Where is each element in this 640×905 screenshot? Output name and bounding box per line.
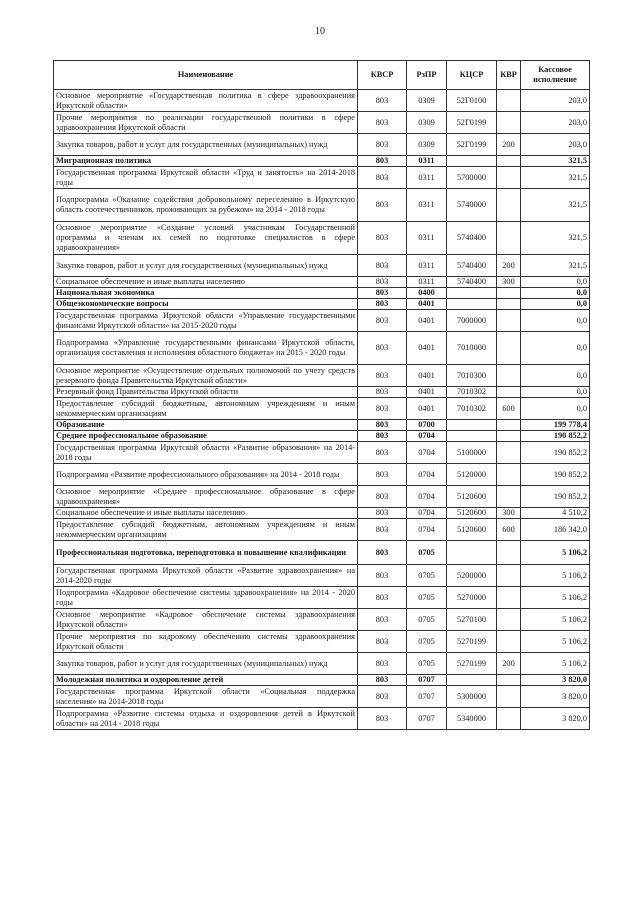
- cell-kcsr: 52Г0199: [447, 112, 497, 134]
- cell-rzpr: 0401: [407, 332, 447, 365]
- cell-kvr: 300: [497, 277, 521, 288]
- cell-kvr: 600: [497, 519, 521, 541]
- cell-kvr: [497, 486, 521, 508]
- table-row: [54, 675, 590, 686]
- table-row: [54, 431, 590, 442]
- table-row: [54, 332, 590, 365]
- table-row: [54, 387, 590, 398]
- cell-name: Социальное обеспечение и иные выплаты населению: [54, 277, 358, 288]
- cell-name: Прочие мероприятия по реализации государственной политики в сфере здравоохранения Иркутской области: [54, 112, 358, 134]
- table-row: [54, 541, 590, 565]
- table-header: [54, 61, 590, 90]
- cell-kvsr: 803: [358, 565, 407, 587]
- cell-kcsr: 52Г0100: [447, 90, 497, 112]
- cell-kcsr: [447, 541, 497, 565]
- header-kcsr: КЦСР: [447, 61, 497, 90]
- cell-kcsr: 5120600: [447, 508, 497, 519]
- cell-sum: 4 510,2: [521, 508, 590, 519]
- cell-name: Подпрограмма «Оказание содействия добровольному переселению в Иркутскую область соотечественников, проживающих за рубежом» на 2014 - 2018 годы: [54, 189, 358, 222]
- cell-rzpr: 0311: [407, 255, 447, 277]
- cell-sum: 190 852,2: [521, 431, 590, 442]
- cell-kvsr: 803: [358, 609, 407, 631]
- cell-name: Прочие мероприятия по кадровому обеспечению системы здравоохранения Иркутской области: [54, 631, 358, 653]
- cell-name: Государственная программа Иркутской области «Социальная поддержка населения» на 2014-2018 годы: [54, 686, 358, 708]
- cell-kvsr: 803: [358, 90, 407, 112]
- cell-rzpr: 0311: [407, 156, 447, 167]
- header-name: Наименование: [54, 61, 358, 90]
- cell-kvsr: 803: [358, 464, 407, 486]
- cell-name: Основное мероприятие «Государственная политика в сфере здравоохранения Иркутской области»: [54, 90, 358, 112]
- cell-name: Социальное обеспечение и иные выплаты населению: [54, 508, 358, 519]
- table-row: [54, 519, 590, 541]
- cell-kcsr: 5100000: [447, 442, 497, 464]
- cell-kvr: [497, 631, 521, 653]
- cell-kvsr: 803: [358, 686, 407, 708]
- cell-sum: 321,5: [521, 189, 590, 222]
- cell-kvsr: 803: [358, 675, 407, 686]
- cell-kvr: [497, 167, 521, 189]
- table-row: [54, 156, 590, 167]
- cell-kvsr: 803: [358, 288, 407, 299]
- table-row: [54, 653, 590, 675]
- cell-kcsr: 7010300: [447, 365, 497, 387]
- cell-kvr: [497, 686, 521, 708]
- header-rzpr: РзПР: [407, 61, 447, 90]
- cell-kcsr: 7010000: [447, 332, 497, 365]
- cell-kvsr: 803: [358, 631, 407, 653]
- cell-name: Профессиональная подготовка, переподготовка и повышение квалификации: [54, 541, 358, 565]
- cell-kvr: [497, 464, 521, 486]
- cell-rzpr: 0705: [407, 541, 447, 565]
- cell-name: Основное мероприятие «Среднее профессиональное образование в сфере здравоохранения»: [54, 486, 358, 508]
- table-row: [54, 167, 590, 189]
- cell-kcsr: 5120000: [447, 464, 497, 486]
- cell-name: Предоставление субсидий бюджетным, автономным учреждениям и иным некоммерческим организациям: [54, 398, 358, 420]
- cell-sum: 5 106,2: [521, 653, 590, 675]
- table-row: [54, 609, 590, 631]
- cell-sum: 5 106,2: [521, 541, 590, 565]
- cell-name: Резервный фонд Правительства Иркутской области: [54, 387, 358, 398]
- table-row: [54, 708, 590, 730]
- cell-name: Государственная программа Иркутской области «Управление государственными финансами Иркутской области» на 2015-2020 годы: [54, 310, 358, 332]
- cell-name: Государственная программа Иркутской области «Труд и занятость» на 2014-2018 годы: [54, 167, 358, 189]
- cell-kcsr: 7000000: [447, 310, 497, 332]
- cell-rzpr: 0705: [407, 587, 447, 609]
- cell-kcsr: [447, 420, 497, 431]
- cell-kvr: [497, 565, 521, 587]
- cell-kcsr: 5270000: [447, 587, 497, 609]
- cell-name: Государственная программа Иркутской области «Развитие здравоохранения» на 2014-2020 годы: [54, 565, 358, 587]
- cell-kvsr: 803: [358, 387, 407, 398]
- cell-rzpr: 0700: [407, 420, 447, 431]
- cell-rzpr: 0704: [407, 442, 447, 464]
- cell-kcsr: 5740000: [447, 189, 497, 222]
- cell-kcsr: 52Г0199: [447, 134, 497, 156]
- cell-rzpr: 0704: [407, 486, 447, 508]
- cell-kcsr: [447, 675, 497, 686]
- table-row: [54, 686, 590, 708]
- cell-kcsr: 5340000: [447, 708, 497, 730]
- table-row: [54, 365, 590, 387]
- cell-sum: 3 820,0: [521, 708, 590, 730]
- cell-kvr: [497, 541, 521, 565]
- cell-kcsr: 7010302: [447, 398, 497, 420]
- cell-name: Молодежная политика и оздоровление детей: [54, 675, 358, 686]
- cell-sum: 321,5: [521, 167, 590, 189]
- cell-kvsr: 803: [358, 255, 407, 277]
- cell-kvsr: 803: [358, 587, 407, 609]
- cell-sum: 321,5: [521, 255, 590, 277]
- cell-kcsr: 5200000: [447, 565, 497, 587]
- cell-kvr: [497, 222, 521, 255]
- table-row: [54, 464, 590, 486]
- cell-kvr: [497, 708, 521, 730]
- cell-kcsr: 5740400: [447, 255, 497, 277]
- cell-name: Национальная экономика: [54, 288, 358, 299]
- cell-rzpr: 0707: [407, 675, 447, 686]
- cell-rzpr: 0309: [407, 134, 447, 156]
- cell-kvr: 600: [497, 398, 521, 420]
- cell-kvr: [497, 332, 521, 365]
- table-row: [54, 288, 590, 299]
- cell-rzpr: 0705: [407, 631, 447, 653]
- cell-kcsr: 5740400: [447, 222, 497, 255]
- cell-sum: 321,5: [521, 222, 590, 255]
- table-row: [54, 134, 590, 156]
- cell-rzpr: 0705: [407, 653, 447, 675]
- table-body: [54, 90, 590, 730]
- cell-kcsr: 5120600: [447, 519, 497, 541]
- cell-kvsr: 803: [358, 442, 407, 464]
- cell-kvr: [497, 442, 521, 464]
- cell-rzpr: 0309: [407, 90, 447, 112]
- cell-sum: 0,0: [521, 277, 590, 288]
- cell-kvr: [497, 609, 521, 631]
- cell-sum: 3 820,0: [521, 686, 590, 708]
- table-row: [54, 587, 590, 609]
- cell-kvsr: 803: [358, 332, 407, 365]
- cell-rzpr: 0311: [407, 222, 447, 255]
- cell-sum: 5 106,2: [521, 631, 590, 653]
- cell-sum: 203,0: [521, 90, 590, 112]
- budget-execution-table: [53, 60, 590, 730]
- cell-kvsr: 803: [358, 708, 407, 730]
- cell-name: Подпрограмма «Развитие системы отдыха и оздоровления детей в Иркутской области» на 2014 - 2018 годы: [54, 708, 358, 730]
- cell-kvsr: 803: [358, 431, 407, 442]
- cell-kvsr: 803: [358, 222, 407, 255]
- table-row: [54, 299, 590, 310]
- cell-kvsr: 803: [358, 167, 407, 189]
- cell-rzpr: 0401: [407, 398, 447, 420]
- cell-kvr: [497, 420, 521, 431]
- cell-kcsr: [447, 288, 497, 299]
- cell-kcsr: 5740400: [447, 277, 497, 288]
- cell-kcsr: 5120600: [447, 486, 497, 508]
- cell-kcsr: [447, 299, 497, 310]
- page-number: 10: [315, 26, 325, 37]
- cell-kcsr: 5270199: [447, 631, 497, 653]
- cell-kvr: [497, 675, 521, 686]
- cell-sum: 190 852,2: [521, 464, 590, 486]
- cell-kvr: [497, 365, 521, 387]
- table-row: [54, 442, 590, 464]
- cell-sum: 321,5: [521, 156, 590, 167]
- cell-kvr: [497, 587, 521, 609]
- cell-name: Подпрограмма «Развитие профессионального образования» на 2014 - 2018 годы: [54, 464, 358, 486]
- cell-rzpr: 0400: [407, 288, 447, 299]
- cell-kvr: [497, 310, 521, 332]
- cell-name: Основное мероприятие «Осуществление отдельных полномочий по учету средств резервного фонда Правительства Иркутской области»: [54, 365, 358, 387]
- cell-kvsr: 803: [358, 398, 407, 420]
- cell-name: Миграционная политика: [54, 156, 358, 167]
- cell-kvsr: 803: [358, 653, 407, 675]
- cell-rzpr: 0705: [407, 609, 447, 631]
- cell-kvr: [497, 299, 521, 310]
- cell-rzpr: 0704: [407, 464, 447, 486]
- cell-kvr: [497, 112, 521, 134]
- cell-kvsr: 803: [358, 156, 407, 167]
- cell-kvr: [497, 431, 521, 442]
- cell-name: Общеэкономические вопросы: [54, 299, 358, 310]
- cell-rzpr: 0401: [407, 310, 447, 332]
- table-row: [54, 189, 590, 222]
- cell-rzpr: 0705: [407, 565, 447, 587]
- cell-name: Среднее профессиональное образование: [54, 431, 358, 442]
- cell-kvr: [497, 288, 521, 299]
- cell-kvr: 200: [497, 255, 521, 277]
- table-row: [54, 222, 590, 255]
- table-row: [54, 310, 590, 332]
- cell-kvr: 200: [497, 134, 521, 156]
- cell-rzpr: 0704: [407, 431, 447, 442]
- cell-kvsr: 803: [358, 365, 407, 387]
- cell-kvr: [497, 156, 521, 167]
- cell-name: Закупка товаров, работ и услуг для государственных (муниципальных) нужд: [54, 653, 358, 675]
- cell-name: Закупка товаров, работ и услуг для государственных (муниципальных) нужд: [54, 134, 358, 156]
- cell-kvr: [497, 189, 521, 222]
- cell-sum: 0,0: [521, 310, 590, 332]
- cell-rzpr: 0309: [407, 112, 447, 134]
- cell-kvsr: 803: [358, 112, 407, 134]
- cell-rzpr: 0401: [407, 387, 447, 398]
- cell-kcsr: 5270199: [447, 653, 497, 675]
- table-row: [54, 90, 590, 112]
- cell-kvsr: 803: [358, 299, 407, 310]
- cell-kvr: 200: [497, 653, 521, 675]
- cell-kvr: 300: [497, 508, 521, 519]
- cell-kvsr: 803: [358, 134, 407, 156]
- cell-rzpr: 0311: [407, 277, 447, 288]
- table-row: [54, 565, 590, 587]
- cell-kcsr: [447, 431, 497, 442]
- cell-name: Основное мероприятие «Создание условий участникам Государственной программы и членам их семей по подготовке специалистов в сфере здравоохранения»: [54, 222, 358, 255]
- cell-name: Подпрограмма «Кадровое обеспечение системы здравоохранения» на 2014 - 2020 годы: [54, 587, 358, 609]
- cell-name: Основное мероприятие «Кадровое обеспечение системы здравоохранения Иркутской области»: [54, 609, 358, 631]
- cell-kcsr: [447, 156, 497, 167]
- cell-rzpr: 0707: [407, 708, 447, 730]
- cell-sum: 0,0: [521, 398, 590, 420]
- cell-name: Подпрограмма «Управление государственными финансами Иркутской области, организация составления и исполнения областного бюджета» на 2015 - 2020 годы: [54, 332, 358, 365]
- cell-sum: 0,0: [521, 365, 590, 387]
- header-kvr: КВР: [497, 61, 521, 90]
- table-row: [54, 112, 590, 134]
- cell-kvsr: 803: [358, 519, 407, 541]
- table-row: [54, 255, 590, 277]
- cell-kvsr: 803: [358, 541, 407, 565]
- table-row: [54, 420, 590, 431]
- cell-rzpr: 0704: [407, 508, 447, 519]
- cell-sum: 199 778,4: [521, 420, 590, 431]
- cell-sum: 190 852,2: [521, 442, 590, 464]
- cell-rzpr: 0311: [407, 167, 447, 189]
- cell-kcsr: 7010302: [447, 387, 497, 398]
- cell-rzpr: 0401: [407, 299, 447, 310]
- cell-sum: 0,0: [521, 332, 590, 365]
- header-kvsr: КВСР: [358, 61, 407, 90]
- table-row: [54, 398, 590, 420]
- cell-name: Закупка товаров, работ и услуг для государственных (муниципальных) нужд: [54, 255, 358, 277]
- cell-kvsr: 803: [358, 486, 407, 508]
- table-row: [54, 631, 590, 653]
- table-row: [54, 508, 590, 519]
- cell-name: Образование: [54, 420, 358, 431]
- cell-kcsr: 5300000: [447, 686, 497, 708]
- cell-sum: 203,0: [521, 112, 590, 134]
- header-sum: Кассовое исполнение: [521, 61, 590, 90]
- cell-kvsr: 803: [358, 310, 407, 332]
- cell-kcsr: 5270100: [447, 609, 497, 631]
- cell-name: Государственная программа Иркутской области «Развитие образования» на 2014-2018 годы: [54, 442, 358, 464]
- cell-sum: 0,0: [521, 299, 590, 310]
- cell-sum: 5 106,2: [521, 587, 590, 609]
- cell-sum: 5 106,2: [521, 565, 590, 587]
- cell-sum: 190 852,2: [521, 486, 590, 508]
- cell-rzpr: 0401: [407, 365, 447, 387]
- cell-kvr: [497, 387, 521, 398]
- table-row: [54, 277, 590, 288]
- cell-sum: 203,0: [521, 134, 590, 156]
- cell-rzpr: 0707: [407, 686, 447, 708]
- cell-rzpr: 0704: [407, 519, 447, 541]
- table-row: [54, 486, 590, 508]
- cell-rzpr: 0311: [407, 189, 447, 222]
- cell-sum: 5 106,2: [521, 609, 590, 631]
- cell-kvsr: 803: [358, 508, 407, 519]
- cell-sum: 0,0: [521, 288, 590, 299]
- cell-kvr: [497, 90, 521, 112]
- cell-name: Предоставление субсидий бюджетным, автономным учреждениям и иным некоммерческим организациям: [54, 519, 358, 541]
- cell-kvsr: 803: [358, 189, 407, 222]
- cell-kvsr: 803: [358, 277, 407, 288]
- cell-sum: 3 820,0: [521, 675, 590, 686]
- cell-sum: 186 342,0: [521, 519, 590, 541]
- cell-kcsr: 5700000: [447, 167, 497, 189]
- cell-sum: 0,0: [521, 387, 590, 398]
- cell-kvsr: 803: [358, 420, 407, 431]
